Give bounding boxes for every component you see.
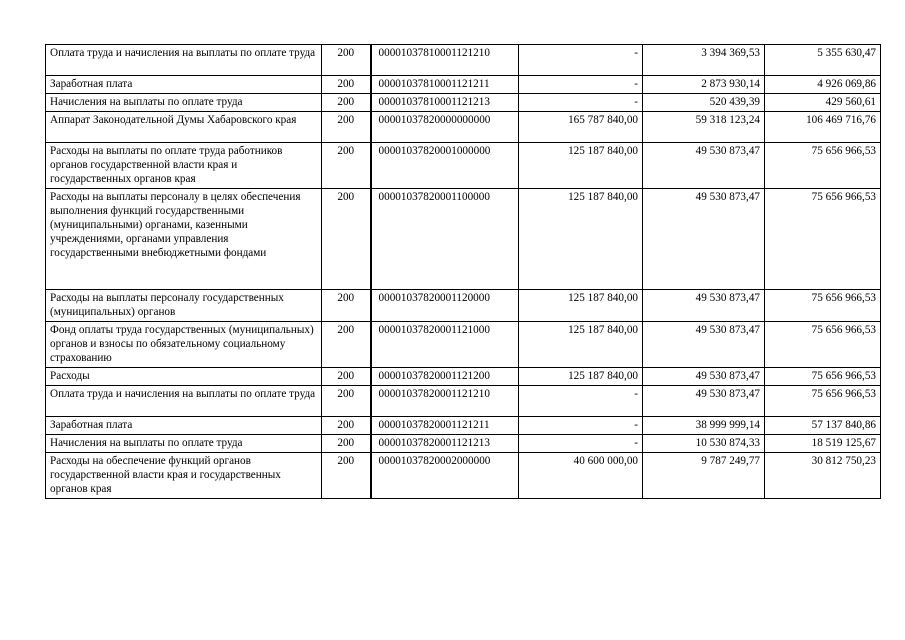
row-unexecuted-cell: 75 656 966,53 (765, 290, 881, 322)
table-row (46, 386, 881, 417)
row-name-cell: Оплата труда и начисления на выплаты по оплате труда (46, 45, 322, 76)
row-name-cell: Аппарат Законодательной Думы Хабаровского края (46, 112, 322, 143)
row-approved-cell: - (519, 417, 643, 435)
row-code-cell: 200 (322, 322, 371, 368)
row-code-cell: 200 (322, 368, 371, 386)
table-row (46, 453, 881, 499)
row-kbk-cell: 00001037820001121000 (371, 322, 519, 368)
row-kbk-cell: 00001037820002000000 (371, 453, 519, 499)
row-unexecuted-cell: 18 519 125,67 (765, 435, 881, 453)
row-name-cell: Расходы на обеспечение функций органов государственной власти края и государственных органов края (46, 453, 322, 499)
row-executed-cell: 520 439,39 (643, 94, 765, 112)
row-unexecuted-cell: 75 656 966,53 (765, 143, 881, 189)
row-approved-cell: 40 600 000,00 (519, 453, 643, 499)
row-kbk-cell: 00001037820001120000 (371, 290, 519, 322)
row-code-cell: 200 (322, 189, 371, 290)
row-kbk-cell: 00001037820001000000 (371, 143, 519, 189)
table-body (46, 45, 881, 499)
row-kbk-cell: 00001037820001121213 (371, 435, 519, 453)
row-executed-cell: 10 530 874,33 (643, 435, 765, 453)
row-code-cell: 200 (322, 112, 371, 143)
row-executed-cell: 49 530 873,47 (643, 368, 765, 386)
row-name-cell: Расходы на выплаты по оплате труда работников органов государственной власти края и государственных органов края (46, 143, 322, 189)
row-executed-cell: 49 530 873,47 (643, 386, 765, 417)
row-name-cell: Расходы на выплаты персоналу государственных (муниципальных) органов (46, 290, 322, 322)
row-executed-cell: 49 530 873,47 (643, 189, 765, 290)
row-approved-cell: 125 187 840,00 (519, 322, 643, 368)
row-name-cell: Заработная плата (46, 417, 322, 435)
row-kbk-cell: 00001037820001121210 (371, 386, 519, 417)
row-name-cell: Оплата труда и начисления на выплаты по оплате труда (46, 386, 322, 417)
table-row (46, 112, 881, 143)
table-row (46, 189, 881, 290)
row-name-cell: Начисления на выплаты по оплате труда (46, 435, 322, 453)
row-executed-cell: 3 394 369,53 (643, 45, 765, 76)
row-unexecuted-cell: 57 137 840,86 (765, 417, 881, 435)
row-executed-cell: 9 787 249,77 (643, 453, 765, 499)
row-kbk-cell: 00001037820001121211 (371, 417, 519, 435)
row-approved-cell: 125 187 840,00 (519, 290, 643, 322)
row-unexecuted-cell: 75 656 966,53 (765, 322, 881, 368)
row-unexecuted-cell: 30 812 750,23 (765, 453, 881, 499)
table-row (46, 435, 881, 453)
row-unexecuted-cell: 106 469 716,76 (765, 112, 881, 143)
row-name-cell: Начисления на выплаты по оплате труда (46, 94, 322, 112)
row-name-cell: Расходы на выплаты персоналу в целях обеспечения выполнения функций государственными (муниципальными) органами, казенными учреждениями, органами управления государственными внебюджетными фондами (46, 189, 322, 290)
row-code-cell: 200 (322, 453, 371, 499)
row-name-cell: Заработная плата (46, 76, 322, 94)
row-name-cell: Фонд оплаты труда государственных (муниципальных) органов и взносы по обязательному социальному страхованию (46, 322, 322, 368)
row-unexecuted-cell: 5 355 630,47 (765, 45, 881, 76)
row-kbk-cell: 00001037820000000000 (371, 112, 519, 143)
row-code-cell: 200 (322, 45, 371, 76)
table-row (46, 322, 881, 368)
row-approved-cell: 125 187 840,00 (519, 189, 643, 290)
row-code-cell: 200 (322, 143, 371, 189)
row-approved-cell: - (519, 45, 643, 76)
row-executed-cell: 49 530 873,47 (643, 322, 765, 368)
row-code-cell: 200 (322, 435, 371, 453)
row-unexecuted-cell: 75 656 966,53 (765, 386, 881, 417)
row-unexecuted-cell: 75 656 966,53 (765, 368, 881, 386)
row-code-cell: 200 (322, 290, 371, 322)
table-row (46, 417, 881, 435)
table-row (46, 45, 881, 76)
budget-execution-table (45, 44, 881, 499)
row-kbk-cell: 00001037820001100000 (371, 189, 519, 290)
row-kbk-cell: 00001037810001121213 (371, 94, 519, 112)
row-approved-cell: - (519, 94, 643, 112)
row-code-cell: 200 (322, 386, 371, 417)
row-executed-cell: 49 530 873,47 (643, 143, 765, 189)
row-executed-cell: 49 530 873,47 (643, 290, 765, 322)
row-kbk-cell: 00001037810001121210 (371, 45, 519, 76)
row-unexecuted-cell: 4 926 069,86 (765, 76, 881, 94)
row-unexecuted-cell: 429 560,61 (765, 94, 881, 112)
row-approved-cell: 165 787 840,00 (519, 112, 643, 143)
row-unexecuted-cell: 75 656 966,53 (765, 189, 881, 290)
row-approved-cell: - (519, 76, 643, 94)
row-approved-cell: 125 187 840,00 (519, 368, 643, 386)
row-kbk-cell: 00001037810001121211 (371, 76, 519, 94)
row-executed-cell: 2 873 930,14 (643, 76, 765, 94)
row-approved-cell: - (519, 386, 643, 417)
table-row (46, 143, 881, 189)
row-approved-cell: 125 187 840,00 (519, 143, 643, 189)
row-code-cell: 200 (322, 94, 371, 112)
row-code-cell: 200 (322, 76, 371, 94)
row-code-cell: 200 (322, 417, 371, 435)
row-executed-cell: 59 318 123,24 (643, 112, 765, 143)
row-approved-cell: - (519, 435, 643, 453)
table-row (46, 368, 881, 386)
row-executed-cell: 38 999 999,14 (643, 417, 765, 435)
row-name-cell: Расходы (46, 368, 322, 386)
table-row (46, 290, 881, 322)
row-kbk-cell: 00001037820001121200 (371, 368, 519, 386)
table-row (46, 76, 881, 94)
table-row (46, 94, 881, 112)
